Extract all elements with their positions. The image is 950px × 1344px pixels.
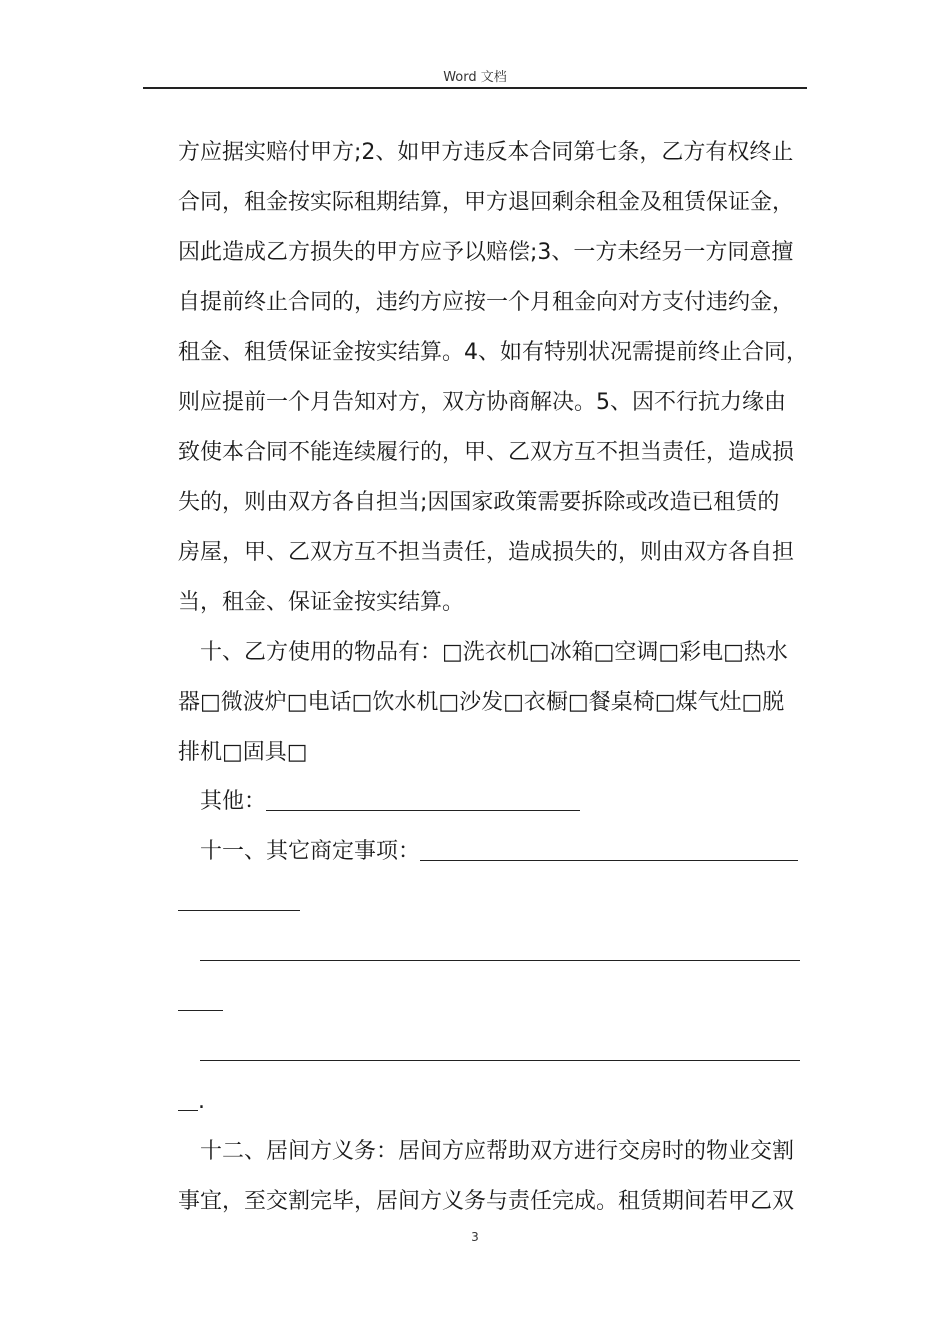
header-rule	[143, 87, 807, 89]
items-line: 十、乙方使用的物品有：□洗衣机□冰箱□空调□彩电□热水	[200, 640, 788, 665]
blank-line	[200, 938, 800, 961]
section11-blank-continuation	[178, 888, 300, 916]
blank-row	[200, 938, 800, 966]
items-line: 排机□固具□	[178, 740, 308, 765]
section12-line: 十二、居间方义务：居间方应帮助双方进行交房时的物业交割	[200, 1139, 795, 1164]
body-line: 则应提前一个月告知对方，双方协商解决。5、因不行抗力缘由	[178, 390, 786, 415]
other-blank-line	[266, 788, 580, 811]
blank-row	[200, 1038, 800, 1066]
body-line: 房屋，甲、乙双方互不担当责任，造成损失的，则由双方各自担	[178, 540, 795, 565]
section11-row	[200, 838, 798, 866]
page-number: 3	[471, 1230, 479, 1244]
body-line: 自提前终止合同的，违约方应按一个月租金向对方支付违约金，	[178, 290, 795, 315]
blank-line	[178, 988, 223, 1011]
section11-blank-line	[420, 838, 798, 861]
blank-line	[200, 1038, 800, 1061]
other-row	[200, 788, 580, 816]
body-line: 合同，租金按实际租期结算，甲方退回剩余租金及租赁保证金，	[178, 190, 795, 215]
period: .	[198, 1089, 205, 1114]
blank-row	[178, 1088, 205, 1116]
blank-line	[178, 1088, 198, 1111]
items-line: 器□微波炉□电话□饮水机□沙发□衣橱□餐桌椅□煤气灶□脱	[178, 690, 785, 715]
other-label: 其他：	[200, 789, 267, 814]
body-line: 当，租金、保证金按实结算。	[178, 590, 465, 615]
body-line: 方应据实赔付甲方;2、如甲方违反本合同第七条，乙方有权终止	[178, 140, 794, 165]
section11-label: 十一、其它商定事项：	[200, 839, 421, 864]
body-line: 失的，则由双方各自担当;因国家政策需要拆除或改造已租赁的	[178, 490, 780, 515]
body-line: 因此造成乙方损失的甲方应予以赔偿;3、一方未经另一方同意擅	[178, 240, 794, 265]
blank-row	[178, 988, 223, 1016]
body-line: 租金、租赁保证金按实结算。4、如有特别状况需提前终止合同，	[178, 340, 808, 365]
body-line: 致使本合同不能连续履行的，甲、乙双方互不担当责任，造成损	[178, 440, 795, 465]
blank-line	[178, 888, 300, 911]
page-header-title: Word 文档	[443, 70, 507, 85]
section12-line: 事宜，至交割完毕，居间方义务与责任完成。租赁期间若甲乙双	[178, 1189, 795, 1214]
